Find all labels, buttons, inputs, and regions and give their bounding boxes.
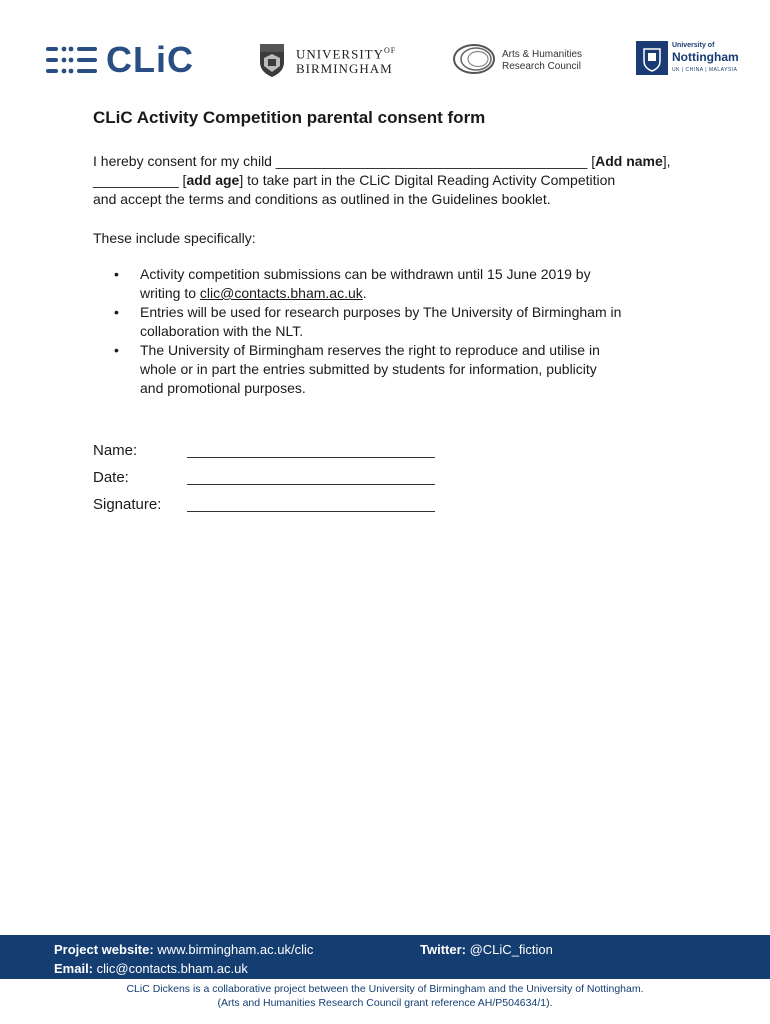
twitter-handle[interactable]: @CLiC_fiction bbox=[465, 942, 553, 957]
date-field bbox=[93, 469, 453, 496]
bullet-icon: • bbox=[114, 304, 119, 320]
ahrc-ring-icon bbox=[452, 42, 500, 76]
university-of-nottingham-logo bbox=[636, 41, 739, 77]
date-line[interactable] bbox=[187, 484, 435, 485]
footer-website: Project website: www.birmingham.ac.uk/clic bbox=[54, 942, 314, 957]
uon-logo-line1: University of bbox=[672, 42, 715, 49]
university-of-birmingham-logo bbox=[258, 42, 408, 78]
date-label: Date: bbox=[93, 469, 129, 486]
add-age-placeholder: add age bbox=[186, 172, 240, 188]
ahrc-logo-line1: Arts & Humanities bbox=[502, 49, 583, 60]
footer-note-line1: CLiC Dickens is a collaborative project between the University of Birmingham and the University of Nottingham. bbox=[126, 983, 644, 995]
footer-email: Email: clic@contacts.bham.ac.uk bbox=[54, 961, 248, 976]
footer-bar bbox=[0, 935, 770, 979]
footer-note bbox=[0, 982, 770, 1010]
header-logos bbox=[0, 36, 770, 86]
consent-line-2: ___________ [add age] to take part in the CLiC Digital Reading Activity Competition bbox=[93, 172, 616, 188]
uon-logo-line3: UK | CHINA | MALAYSIA bbox=[672, 67, 738, 73]
uob-logo-line1: $UNIVERSITY^{OF}$ bbox=[296, 46, 397, 62]
signature-line[interactable] bbox=[187, 511, 435, 512]
birmingham-crest-icon bbox=[258, 42, 286, 78]
consent-paragraph bbox=[93, 152, 693, 209]
footer-twitter: Twitter: @CLiC_fiction bbox=[420, 942, 553, 957]
name-line[interactable] bbox=[187, 457, 435, 458]
list-item: • Entries will be used for research purposes by The University of Birmingham in collaboration with the NLT. bbox=[114, 304, 622, 339]
bullet-icon: • bbox=[114, 342, 119, 358]
clic-logo-text: CLiC bbox=[106, 39, 194, 80]
clic-dots-icon bbox=[46, 46, 100, 74]
nottingham-crest-icon bbox=[636, 41, 668, 75]
footer-note-line2: (Arts and Humanities Research Council grant reference AH/P504634/1). bbox=[217, 997, 553, 1009]
uon-logo-line2: Nottingham bbox=[672, 50, 739, 64]
add-name-placeholder: Add name bbox=[595, 153, 663, 169]
uob-logo-of: OF bbox=[384, 46, 397, 55]
ahrc-logo bbox=[452, 40, 592, 80]
footer-email-link[interactable]: clic@contacts.bham.ac.uk bbox=[93, 961, 248, 976]
signature-fields bbox=[93, 442, 453, 523]
consent-line-3: and accept the terms and conditions as outlined in the Guidelines booklet. bbox=[93, 191, 551, 207]
list-item: • The University of Birmingham reserves the right to reproduce and utilise in whole or in part the entries submitted by students for information, publicity and promotional purposes. bbox=[114, 342, 600, 396]
signature-field bbox=[93, 496, 453, 523]
ahrc-logo-line2: Research Council bbox=[502, 61, 581, 72]
form-title: CLiC Activity Competition parental consent form bbox=[93, 108, 486, 127]
conditions-list bbox=[93, 265, 693, 398]
signature-label: Signature: bbox=[93, 496, 162, 513]
name-field bbox=[93, 442, 453, 469]
clic-logo bbox=[46, 39, 206, 80]
email-link[interactable]: clic@contacts.bham.ac.uk bbox=[199, 285, 363, 301]
include-heading: These include specifically: bbox=[93, 230, 256, 246]
consent-line-1: I hereby consent for my child ________________________________________ [Add name], bbox=[93, 153, 671, 169]
bullet-icon: • bbox=[114, 266, 119, 282]
name-label: Name: bbox=[93, 442, 138, 459]
list-item: • Activity competition submissions can be withdrawn until 15 June 2019 by writing to clic@contacts.bham.ac.uk. bbox=[114, 266, 591, 301]
uob-logo-line2: BIRMINGHAM bbox=[296, 61, 393, 76]
website-link[interactable]: www.birmingham.ac.uk/clic bbox=[153, 942, 314, 957]
